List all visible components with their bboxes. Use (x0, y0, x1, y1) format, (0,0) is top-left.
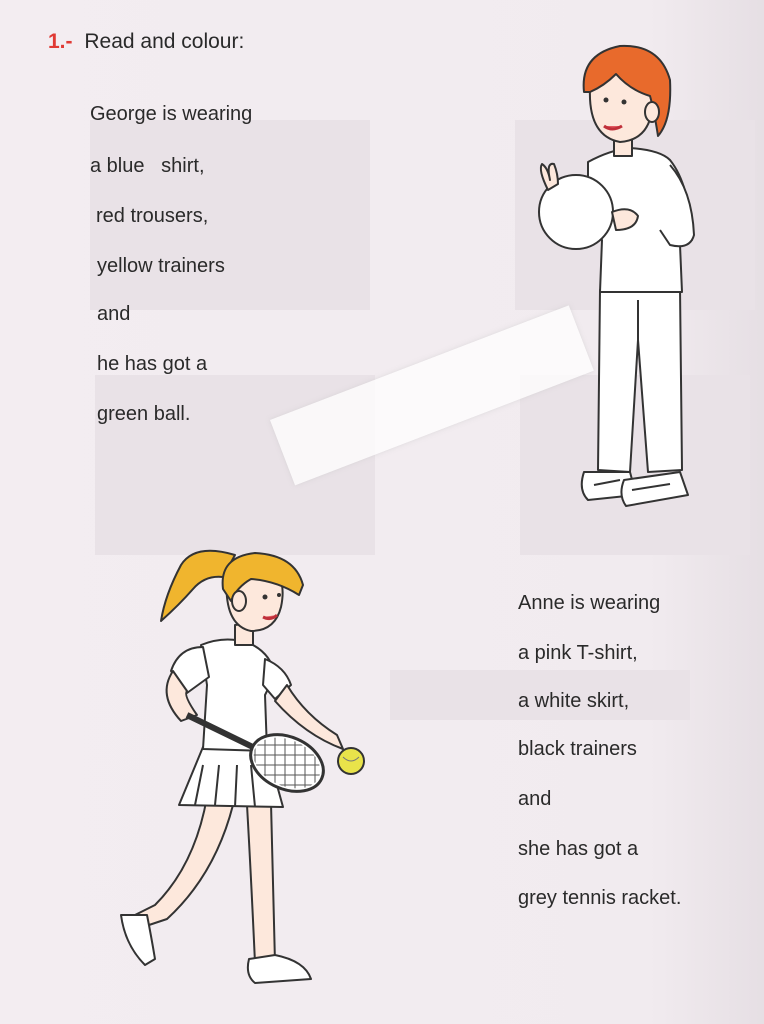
george-line: green ball. (97, 403, 191, 425)
anne-line: black trainers (518, 738, 637, 760)
george-line: yellow trainers (97, 255, 225, 277)
george-line: and (97, 303, 131, 325)
exercise-number: 1.- (48, 30, 73, 53)
anne-line: a pink T-shirt, (518, 642, 638, 664)
anne-line: she has got a (518, 838, 639, 860)
george-illustration (520, 40, 710, 520)
anne-line: and (518, 788, 552, 810)
anne-line: grey tennis racket. (518, 887, 682, 909)
anne-illustration (115, 535, 380, 995)
exercise-heading (48, 30, 244, 54)
anne-line: Anne is wearing (518, 592, 661, 614)
george-line: a blue shirt, (90, 155, 205, 177)
anne-line: a white skirt, (518, 690, 630, 712)
george-line: he has got a (97, 353, 208, 375)
george-line: red trousers, (96, 205, 209, 227)
george-line: George is wearing (90, 103, 253, 125)
exercise-instruction: Read and colour: (84, 30, 245, 53)
